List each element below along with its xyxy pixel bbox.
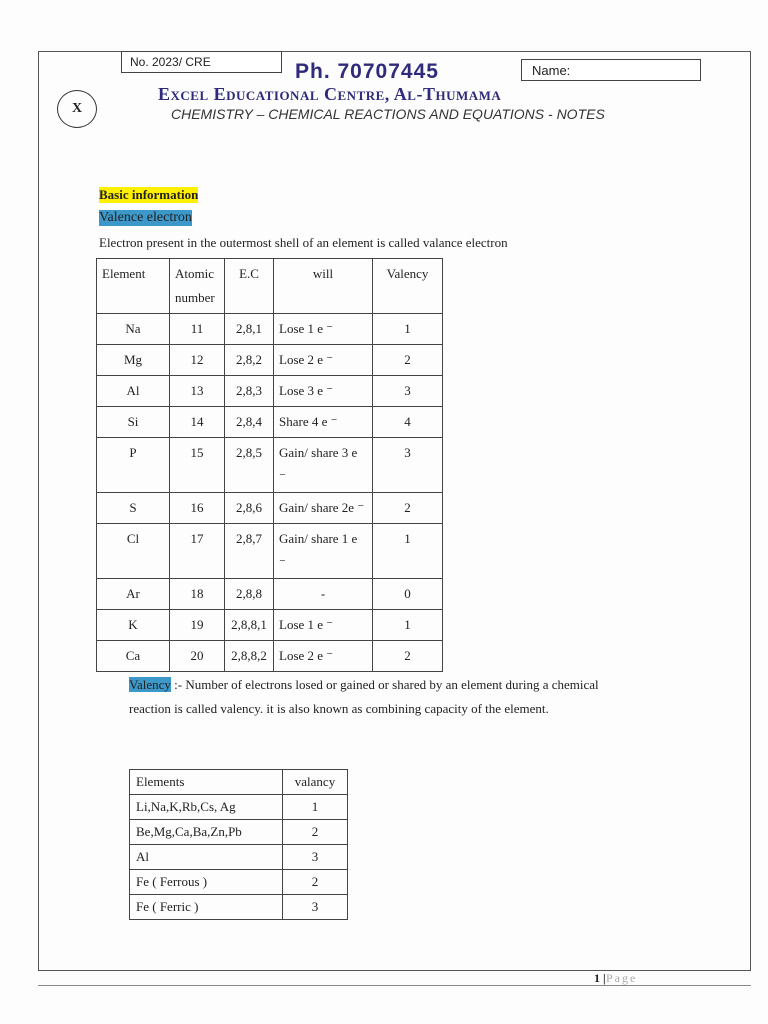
cell: 13 bbox=[170, 376, 225, 407]
cell: 2 bbox=[373, 641, 443, 672]
document-subtitle: CHEMISTRY – CHEMICAL REACTIONS AND EQUATIONS - NOTES bbox=[171, 106, 605, 122]
cell: 1 bbox=[373, 314, 443, 345]
table-row bbox=[130, 795, 348, 820]
cell: 18 bbox=[170, 579, 225, 610]
cell: 2,8,1 bbox=[225, 314, 274, 345]
page-label: Page bbox=[606, 971, 638, 985]
cell: 2 bbox=[283, 820, 348, 845]
cell: 1 bbox=[283, 795, 348, 820]
cell: Fe ( Ferric ) bbox=[130, 895, 283, 920]
cell: - bbox=[274, 579, 373, 610]
header-cell: will bbox=[274, 259, 373, 314]
header-cell: valancy bbox=[283, 770, 348, 795]
table-header-row bbox=[97, 259, 443, 314]
cell: 2 bbox=[373, 493, 443, 524]
table-row bbox=[97, 438, 443, 493]
table-row bbox=[97, 579, 443, 610]
cell: Lose 2 e ⁻ bbox=[274, 641, 373, 672]
cell: Ca bbox=[97, 641, 170, 672]
table-row bbox=[97, 641, 443, 672]
cell: 3 bbox=[283, 845, 348, 870]
cell: 2,8,4 bbox=[225, 407, 274, 438]
cell: 14 bbox=[170, 407, 225, 438]
cell: 2,8,6 bbox=[225, 493, 274, 524]
cell: 17 bbox=[170, 524, 225, 579]
cell: 16 bbox=[170, 493, 225, 524]
valence-electron-heading: Valence electron bbox=[99, 210, 192, 225]
cell: 2,8,2 bbox=[225, 345, 274, 376]
cell: 2,8,7 bbox=[225, 524, 274, 579]
header-cell: Valency bbox=[373, 259, 443, 314]
footer-divider bbox=[38, 985, 751, 986]
cell: 3 bbox=[373, 376, 443, 407]
cell: Be,Mg,Ca,Ba,Zn,Pb bbox=[130, 820, 283, 845]
cell: Lose 3 e ⁻ bbox=[274, 376, 373, 407]
cell: 1 bbox=[373, 610, 443, 641]
cell: Mg bbox=[97, 345, 170, 376]
circled-mark: X bbox=[57, 90, 97, 128]
cell: Lose 2 e ⁻ bbox=[274, 345, 373, 376]
table-row bbox=[97, 610, 443, 641]
header-cell: Atomic number bbox=[170, 259, 225, 314]
name-label: Name: bbox=[532, 63, 571, 78]
reference-number: No. 2023/ CRE bbox=[130, 55, 211, 69]
table-header-row bbox=[130, 770, 348, 795]
header-cell: Elements bbox=[130, 770, 283, 795]
cell: Li,Na,K,Rb,Cs, Ag bbox=[130, 795, 283, 820]
cell: 1 bbox=[373, 524, 443, 579]
header-cell: Element bbox=[97, 259, 170, 314]
cell: 2,8,5 bbox=[225, 438, 274, 493]
table-row bbox=[97, 376, 443, 407]
valency-definition-text: :- Number of electrons losed or gained or shared by an element during a chemical reaction is called valency. it is also known as combining capacity of the element. bbox=[129, 677, 599, 716]
cell: Share 4 e ⁻ bbox=[274, 407, 373, 438]
cell: 2,8,8,2 bbox=[225, 641, 274, 672]
cell: Si bbox=[97, 407, 170, 438]
cell: Al bbox=[97, 376, 170, 407]
cell: 0 bbox=[373, 579, 443, 610]
cell: 20 bbox=[170, 641, 225, 672]
table-row bbox=[97, 314, 443, 345]
reference-number-box bbox=[121, 51, 282, 73]
table-row bbox=[130, 820, 348, 845]
valence-electron-definition: Electron present in the outermost shell of an element is called valance electron bbox=[99, 235, 508, 250]
cell: 11 bbox=[170, 314, 225, 345]
valency-term: Valency bbox=[129, 677, 171, 692]
table-row bbox=[97, 493, 443, 524]
cell: 12 bbox=[170, 345, 225, 376]
cell: 2 bbox=[283, 870, 348, 895]
cell: 3 bbox=[283, 895, 348, 920]
cell: Gain/ share 2e ⁻ bbox=[274, 493, 373, 524]
cell: Al bbox=[130, 845, 283, 870]
table-row bbox=[130, 895, 348, 920]
page-number: 1 | bbox=[594, 971, 606, 985]
cell: 2,8,8 bbox=[225, 579, 274, 610]
cell: Na bbox=[97, 314, 170, 345]
cell: 2,8,8,1 bbox=[225, 610, 274, 641]
phone-number: Ph. 70707445 bbox=[295, 60, 439, 83]
cell: Gain/ share 1 e ⁻ bbox=[274, 524, 373, 579]
name-field[interactable] bbox=[521, 59, 701, 81]
cell: Lose 1 e ⁻ bbox=[274, 610, 373, 641]
cell: Lose 1 e ⁻ bbox=[274, 314, 373, 345]
cell: 2 bbox=[373, 345, 443, 376]
cell: Cl bbox=[97, 524, 170, 579]
header-cell: E.C bbox=[225, 259, 274, 314]
table-row bbox=[130, 870, 348, 895]
cell: Ar bbox=[97, 579, 170, 610]
valency-definition bbox=[129, 673, 629, 721]
cell: 4 bbox=[373, 407, 443, 438]
table-row bbox=[97, 524, 443, 579]
cell: Fe ( Ferrous ) bbox=[130, 870, 283, 895]
centre-title: Excel Educational Centre, Al-Thumama bbox=[158, 84, 502, 104]
table-row bbox=[97, 407, 443, 438]
valence-electron-table bbox=[96, 258, 443, 672]
cell: S bbox=[97, 493, 170, 524]
cell: 2,8,3 bbox=[225, 376, 274, 407]
cell: P bbox=[97, 438, 170, 493]
table-row bbox=[130, 845, 348, 870]
cell: 15 bbox=[170, 438, 225, 493]
table-row bbox=[97, 345, 443, 376]
cell: 3 bbox=[373, 438, 443, 493]
cell: Gain/ share 3 e ⁻ bbox=[274, 438, 373, 493]
cell: 19 bbox=[170, 610, 225, 641]
cell: K bbox=[97, 610, 170, 641]
basic-information-heading: Basic information bbox=[99, 187, 199, 202]
valency-table bbox=[129, 769, 348, 920]
